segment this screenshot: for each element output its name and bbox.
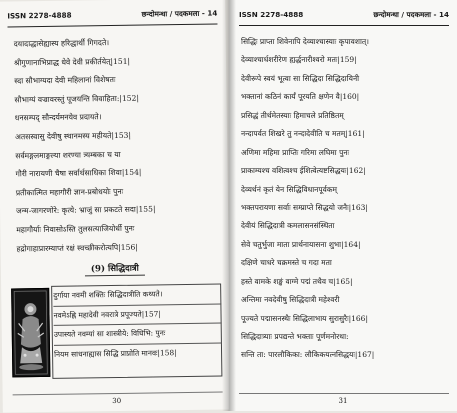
left-header xyxy=(7,9,217,26)
left-page-number: 30 xyxy=(112,396,122,406)
boxed-verse-line: दुर्गाया नवमी शक्तिः सिद्धिदात्रीति कथ्यते। xyxy=(53,289,163,300)
boxed-verse-line: नियम साधनाह्यास सिद्धि प्राप्नोति मानवः|158| xyxy=(54,342,222,364)
verse-line: सेवे चतुर्भुजा माता प्रार्थनायासना शुभा|164| xyxy=(241,239,361,249)
verse-line: प्राकाम्यश्च वशित्वश्च ईशित्वेत्यष्टसिद्धयः|162| xyxy=(241,166,366,176)
right-issn: ISSN 2278-4888 xyxy=(239,10,304,19)
verse-line: देवीरूपे स्वयं भूत्वा सा सिद्धिदा सिद्धिदायिनी xyxy=(241,73,360,83)
verse-line: अतसस्वासु देवीषु स्थानमस्य महीयते|153| xyxy=(14,130,132,142)
right-page xyxy=(229,0,457,411)
verse-line: अन्तिमा नवदेवीषु सिद्धिदात्री महेश्वरी xyxy=(241,295,340,305)
boxed-verse-line: उपास्यते नवम्यां सा शास्त्रीये: विधिभि: पुनः xyxy=(54,323,222,345)
boxed-verse-line: नवमेऽह्नि महादेवी नवरात्रे प्रपूज्यते|157| xyxy=(53,303,221,325)
verse-line: पूज्यते पद्मासनस्थैः सिद्धिलाभाय सुरासुरैः|166| xyxy=(241,313,368,323)
verse-line: देव्याश्चार्धशरीरेण ह्यर्द्धनारीश्वरो मतः|159| xyxy=(241,55,357,65)
verse-line: गौरी नारायणी चैषा सर्वार्थसाधिका शिवा|154| xyxy=(15,167,142,179)
right-footer-rule xyxy=(239,393,449,394)
section-heading-text: (9) सिद्धिदात्री xyxy=(90,263,139,275)
verse-line: हस्ते वामके शङ्खं वाग्मे पद्मं तथैव च|165| xyxy=(241,276,353,286)
verse-line: नन्दापर्वत शिखरे तु नन्दादेवीति च मतम्|161| xyxy=(241,129,365,139)
right-journal-title: छन्दोमन्था / पदकमला - 14 xyxy=(373,10,449,19)
verse-line: अणिमा महिमा प्राप्तिः गरिमा लघिमा पुनः xyxy=(241,147,350,157)
verse-line: दयादाद्धासेह्यास्य हरिद्धार्थी गिगदते। xyxy=(13,38,110,49)
goddess-illustration xyxy=(11,288,50,378)
verse-line: जन्म-जागरणोरे: कृत्ये: भ्राजुं सा प्रकटते सदा|155| xyxy=(16,204,156,216)
right-verse-block xyxy=(241,33,451,365)
section-heading xyxy=(1,260,229,275)
verse-line: श्रीगुणानाभिप्राद्ध धेवे देवी प्रकीर्तयेत्|151| xyxy=(13,56,131,67)
right-header-rule xyxy=(239,25,449,26)
verse-line: स्दा सौभाग्यदा देवी महिलानां विशेषतः xyxy=(14,75,116,86)
verse-line: सन्ति ता: पारलौकिका: लौकिकयत्नसिद्धयः|167| xyxy=(241,350,375,360)
verse-line: देव्यर्थनं कृतं येन सिद्धिविधानपूर्वकम् xyxy=(241,184,338,194)
left-journal-title: छन्दोमन्था / पदकमला - 14 xyxy=(141,8,218,19)
verse-line: हद्रोगाहाप्रारम्याप्तं रक्षं स्वच्छीकरोत्यपि|156| xyxy=(16,242,138,253)
left-footer-rule xyxy=(13,392,223,396)
verse-line: भक्तपरायणा सर्वाः सम्प्राप्ते सिद्धयो जनैः|163| xyxy=(241,202,368,212)
verse-line: देवीयं सिद्धिदात्री कमलासनसंस्थिता xyxy=(241,221,335,231)
right-header xyxy=(239,10,449,24)
verse-line: महागौर्याः निवासोऽस्ति तुलसत्याजियोर्धी पुनः xyxy=(16,223,135,235)
verse-line: सिद्धिः प्राप्ता शिवेनापि देव्याश्चास्याः कृपावशात्। xyxy=(241,37,370,46)
verse-line: भक्तानां कठिनं कार्यं पूरयति क्षणेन वै|160| xyxy=(241,92,360,102)
verse-line: दक्षिणे चाधरे चक्रमस्ते च गदा मता xyxy=(241,258,332,268)
left-verse-block xyxy=(14,33,223,259)
verse-line: धनसम्पद् सौन्दर्यमनयेव प्रदायते। xyxy=(14,112,102,123)
verse-line: प्रतीकात्मित महागौरी ज्ञान-प्रबोधयोः पुनः xyxy=(15,186,124,198)
verse-line: सर्वमङ्गलमाङ्गल्या शरण्या त्र्यम्बका च या xyxy=(15,149,121,160)
verse-line: सौभाग्यं वज्रावरस्तुं पूजयन्ति विवाहिता:|152| xyxy=(14,93,140,105)
section-heading-underline xyxy=(85,275,145,277)
right-page-number: 31 xyxy=(338,397,348,405)
boxed-verse-block xyxy=(53,285,222,364)
verse-line: प्रसिद्धं तीर्थमेतस्याः हिमाचले प्रतिष्ठितम् xyxy=(241,110,344,120)
left-issn: ISSN 2278-4888 xyxy=(7,10,72,21)
verse-line: सिद्धिदात्र्याः प्रपद्यन्ते भक्ताः पूर्णमनोरथा: xyxy=(241,332,349,341)
